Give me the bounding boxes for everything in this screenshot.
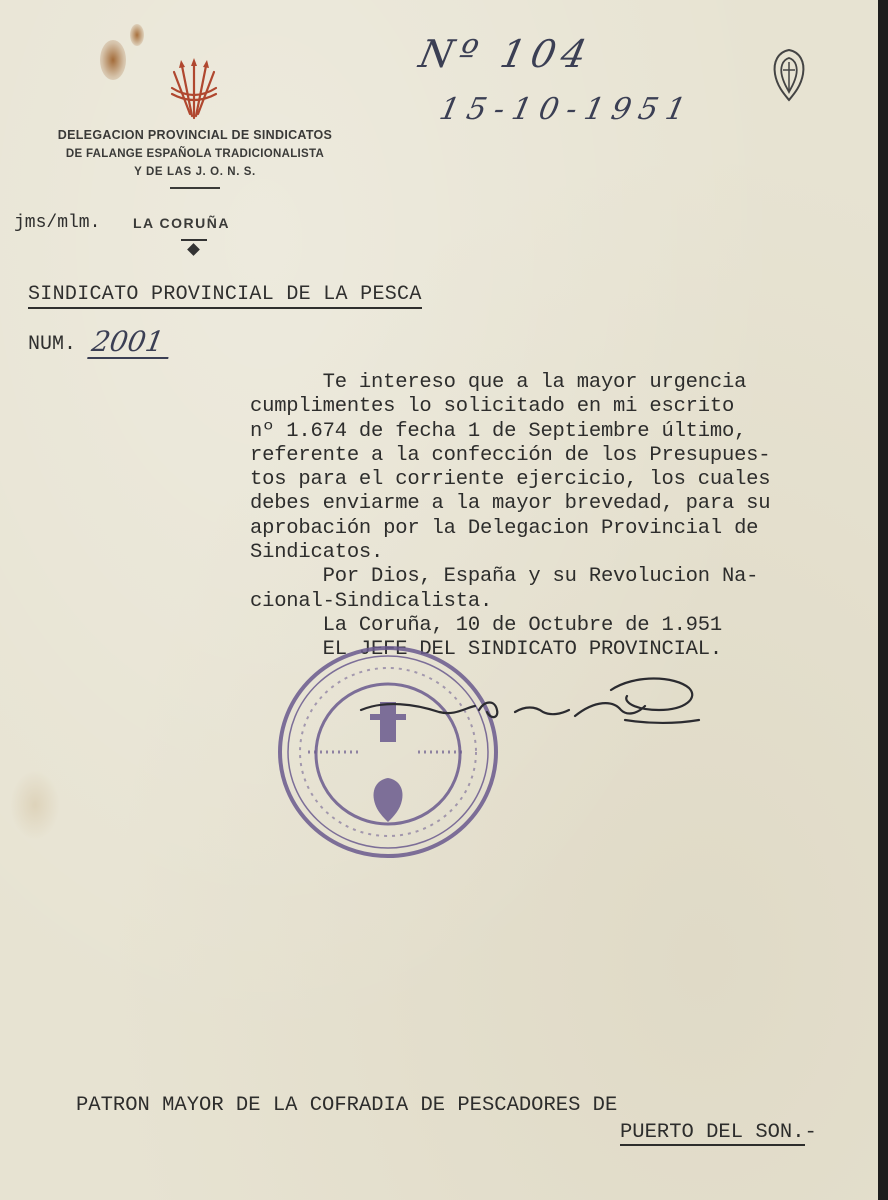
letter-body-line: debes enviarme a la mayor brevedad, para su <box>250 492 771 516</box>
diamond-ornament <box>187 243 200 256</box>
letterhead-line-2: DE FALANGE ESPAÑOLA TRADICIONALISTA <box>65 148 325 160</box>
handwritten-signature <box>355 660 705 740</box>
city-divider <box>181 239 207 241</box>
addressee-line-2 <box>620 1121 817 1144</box>
reference-initials: jms/mlm. <box>14 213 101 233</box>
letter-body-line: Te intereso que a la mayor urgencia <box>250 371 747 394</box>
letter-body-line: Sindicatos. <box>250 541 384 565</box>
yoke-and-arrows-emblem <box>168 58 220 124</box>
letter-body-line: cumplimentes lo solicitado en mi escrito <box>250 395 735 419</box>
letter-body-line: cional-Sindicalista. <box>250 589 493 613</box>
letterhead <box>40 128 350 189</box>
scan-edge <box>878 0 888 1200</box>
addressee-port-name: PUERTO DEL SON. <box>620 1121 805 1144</box>
letter-body-line: referente a la confección de los Presupues- <box>250 443 771 467</box>
num-value: 2001 <box>87 327 174 359</box>
shield-emblem-icon <box>772 48 806 102</box>
addressee-dash: - <box>804 1121 817 1144</box>
letter-body <box>250 371 878 663</box>
letter-body-line: La Coruña, 10 de Octubre de 1.951 <box>250 613 722 637</box>
letter-body-line: EL JEFE DEL SINDICATO PROVINCIAL. <box>250 638 722 662</box>
city-name: LA CORUÑA <box>133 215 230 231</box>
letter-body-line: tos para el corriente ejercicio, los cuales <box>250 468 771 492</box>
letterhead-line-3: Y DE LAS J. O. N. S. <box>134 166 256 178</box>
foxing-stain <box>10 770 60 840</box>
letter-body-line: aprobación por la Delegacion Provincial de <box>250 516 759 540</box>
letter-body-line: nº 1.674 de fecha 1 de Septiembre último, <box>250 419 747 443</box>
addressee-line-1: PATRON MAYOR DE LA COFRADIA DE PESCADORES DE <box>76 1094 618 1117</box>
letter-body-line: Por Dios, España y su Revolucion Na- <box>250 565 759 589</box>
letterhead-divider <box>170 187 220 189</box>
rust-stain <box>100 40 126 80</box>
handwritten-date: 15-10-1951 <box>436 92 697 127</box>
syndicate-title: SINDICATO PROVINCIAL DE LA PESCA <box>28 283 422 309</box>
num-label: NUM. <box>28 333 77 356</box>
letterhead-line-1: DELEGACION PROVINCIAL DE SINDICATOS <box>57 128 333 142</box>
handwritten-number: Nº 104 <box>415 32 597 76</box>
rust-stain-small <box>130 24 144 46</box>
